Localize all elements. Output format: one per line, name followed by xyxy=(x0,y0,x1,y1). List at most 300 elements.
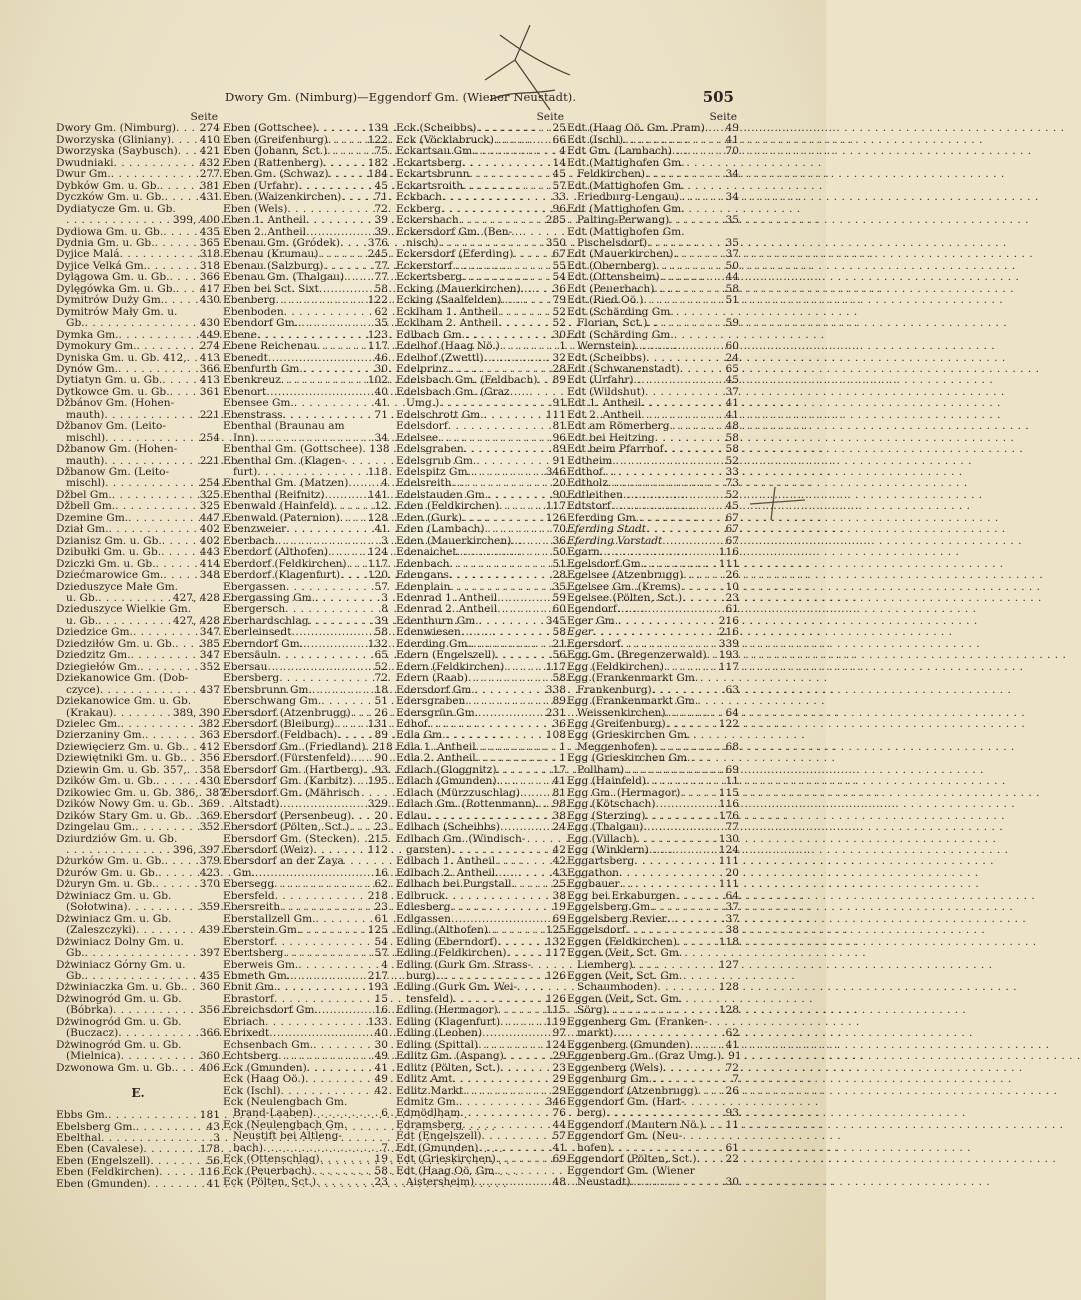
entry-name: Eberdorf (Feldkirchen) xyxy=(223,557,347,570)
entry-name: Edlbach 2. Antheil xyxy=(396,866,496,879)
entry-name: Dziedziłów Gm. u. Gb. xyxy=(56,637,176,650)
entry-name: Edern (Raab) xyxy=(396,672,468,685)
entry-name: Edt 2. Antheil xyxy=(567,408,642,421)
entry-name: Edelsreith xyxy=(396,477,452,490)
entry-page: 360 xyxy=(199,981,220,994)
entry-name: Ebersberg xyxy=(223,672,280,685)
entry-name: Edtholz xyxy=(567,477,608,490)
entry-page: 365 xyxy=(199,236,220,249)
entry-name: Dytiatyn Gm. u. Gb. xyxy=(56,374,163,387)
entry-name: Edengans xyxy=(396,569,449,582)
index-entry xyxy=(223,169,388,180)
entry-page: 122 xyxy=(718,718,739,730)
entry-page: 126 xyxy=(545,511,566,524)
entry-page: 25 xyxy=(552,122,566,135)
entry-name: Weissenkirchen) xyxy=(577,706,666,719)
entry-name: Dżwiniacz Dolny Gm. u. xyxy=(56,935,184,948)
entry-name: Feldkirchen) xyxy=(577,168,646,181)
entry-name: Egelsee (Pölten, Sct.) xyxy=(567,592,683,605)
index-entry xyxy=(223,341,388,352)
entry-page: 63 xyxy=(725,683,739,696)
entry-name: Dziewin Gm. u. Gb. 357, xyxy=(56,763,187,776)
entry-name: Edlbach Gm. (Windisch- xyxy=(396,832,526,845)
index-entry xyxy=(567,948,739,959)
entry-name: Eben (Wels) xyxy=(223,202,288,215)
entry-name: Dżuryn Gm. u. Gb. xyxy=(56,878,156,891)
entry-name: Ebenort xyxy=(223,385,267,398)
entry-page: 124 xyxy=(367,546,388,559)
entry-page: 41 xyxy=(552,1141,566,1154)
entry-page: 65 xyxy=(374,649,388,662)
entry-name: Ebmeth Gm. xyxy=(223,969,291,982)
entry-name: Dzików Gm. u. Gb. xyxy=(56,775,157,788)
entry-name: Eck (Neulengbach Gm. xyxy=(223,1118,348,1131)
entry-page: 29 xyxy=(552,1073,566,1086)
entry-page: 60 xyxy=(725,340,739,353)
entry-name: Džbanow Gm. (Leito- xyxy=(56,466,170,479)
entry-page: 118 xyxy=(718,935,739,948)
entry-page: 124 xyxy=(545,1038,566,1051)
entry-name: Edt (Schwanenstadt) xyxy=(567,362,680,375)
leader-dots xyxy=(340,570,367,581)
entry-name: Eck (Pölten, Sct.) xyxy=(223,1176,317,1189)
entry-name: Eggen (Veit, Sct. Gm. xyxy=(567,969,683,982)
entry-name: Ebenedt xyxy=(223,351,268,364)
entry-name: (Sołotwina) xyxy=(66,901,128,914)
entry-page: 96 xyxy=(552,202,566,215)
entry-name: Eck (Haag Oö.) xyxy=(223,1073,305,1086)
entry-name: Dżurów Gm. u. Gb. xyxy=(56,866,159,879)
entry-name: Ebenboden xyxy=(223,305,284,318)
entry-name: Edenrad 2. Antheil xyxy=(396,603,498,616)
entry-name: Eckersdorf (Eferding) xyxy=(396,248,514,261)
entry-name: nisch) xyxy=(406,236,439,249)
index-entry xyxy=(223,570,388,581)
entry-page: 396, 397 xyxy=(172,843,220,856)
entry-name: Edelsdorf xyxy=(396,420,448,433)
entry-name: Dziekanowice Gm. (Dob- xyxy=(56,672,189,685)
entry-name: Edelstauden Gm. xyxy=(396,488,489,501)
entry-name: Egersdorf xyxy=(567,637,621,650)
entry-page: 217 xyxy=(367,969,388,982)
leader-dots xyxy=(316,1177,373,1188)
entry-page: 385 xyxy=(199,637,220,650)
entry-page: 62 xyxy=(374,305,388,318)
leader-dots xyxy=(646,776,724,787)
entry-name: u. Gb. xyxy=(66,614,99,627)
entry-name: Eberbach xyxy=(223,534,275,547)
leader-dots xyxy=(677,937,718,948)
entry-page: 338 xyxy=(545,683,566,696)
entry-name: Eggendorf Gm. (Hart- xyxy=(567,1095,685,1108)
entry-page: 356 xyxy=(199,752,220,765)
entry-page: 59 xyxy=(725,317,739,330)
entry-page: 347 xyxy=(199,649,220,662)
entry-page: 49 xyxy=(725,122,739,135)
entry-name: Ebrixedt xyxy=(223,1027,270,1040)
entry-name: bach) xyxy=(233,1141,263,1154)
entry-name: Friedburg-Lengau) xyxy=(577,191,680,204)
entry-page: 23 xyxy=(552,1061,566,1074)
entry-page: 363 xyxy=(199,729,220,742)
entry-name: Ebersdorf Gm. (Friedland) xyxy=(223,740,366,753)
entry-name: Altstadt) xyxy=(233,798,280,811)
entry-name: Dzieduszyce Małe Gm. xyxy=(56,580,179,593)
entry-name: Dymokury Gm. xyxy=(56,340,137,353)
entry-page: 71 xyxy=(374,191,388,204)
entry-name: Ebersdorf Gm. (Mährisch xyxy=(223,786,360,799)
entry-name: Edt (Obernberg) xyxy=(567,259,656,272)
entry-page: 36 xyxy=(552,718,566,730)
entry-page: 35 xyxy=(552,580,566,593)
entry-name: Edt (Ottensheim) xyxy=(567,271,660,284)
entry-page: 427, 428 xyxy=(172,592,220,605)
entry-name: Eggathon xyxy=(567,866,619,879)
entry-page: 447 xyxy=(199,511,220,524)
entry-page: 216 xyxy=(718,614,739,627)
entry-page: 195 xyxy=(367,775,388,788)
entry-name: Dział Gm. xyxy=(56,523,109,536)
index-entry xyxy=(223,421,388,432)
entry-name: Eckertsberg xyxy=(396,271,463,284)
entry-name: Edt bei Heitzing xyxy=(567,431,655,444)
leader-dots xyxy=(537,375,551,386)
entry-name: Edlach (Gmunden) xyxy=(396,775,497,788)
entry-page: 42 xyxy=(374,1084,388,1097)
entry-page: 352 xyxy=(199,821,220,834)
entry-name: Ebergersch xyxy=(223,603,286,616)
entry-name: Egg (Kötschach) xyxy=(567,798,656,811)
entry-page: 64 xyxy=(725,706,739,719)
entry-name: Edt (Mauerkirchen) xyxy=(567,248,674,261)
index-entry xyxy=(223,295,388,306)
section-heading: E. xyxy=(131,1086,145,1101)
entry-page: 133 xyxy=(367,1015,388,1028)
entry-page: 435 xyxy=(199,225,220,238)
entry-page: 389, 390 xyxy=(172,706,220,719)
entry-name: Edt (Ischl) xyxy=(567,133,624,146)
entry-name: Ebenkreuz xyxy=(223,374,281,387)
entry-page: 20 xyxy=(374,809,388,822)
index-entry xyxy=(567,1074,739,1085)
entry-page: 49 xyxy=(374,1050,388,1063)
entry-name: Ebenthal Gm. (Gottschee) xyxy=(223,443,363,456)
entry-name: Ebersdorf Gm. (Hartberg) xyxy=(223,763,364,776)
entry-name: u. Gb. xyxy=(66,592,99,605)
entry-name: Dzemine Gm. xyxy=(56,511,129,524)
entry-page: 23 xyxy=(374,821,388,834)
entry-name: Edelprinz xyxy=(396,362,448,375)
entry-name: Edenbach xyxy=(396,557,450,570)
leader-dots xyxy=(664,444,725,455)
entry-page: 24 xyxy=(725,351,739,364)
entry-page: 117 xyxy=(367,340,388,353)
entry-page: 410 xyxy=(199,133,220,146)
index-entry xyxy=(567,570,739,581)
entry-name: Eberschwang Gm. xyxy=(223,695,322,708)
entry-page: 41 xyxy=(206,1177,220,1190)
entry-page: 421 xyxy=(199,145,220,158)
index-entry xyxy=(567,215,739,226)
entry-page: 125 xyxy=(367,924,388,937)
entry-page: 358 xyxy=(199,763,220,776)
entry-page: 3 xyxy=(381,534,388,547)
entry-page: 89 xyxy=(552,443,566,456)
entry-name: Edlach Gm. (Rottenmann) xyxy=(396,798,536,811)
entry-page: 406 xyxy=(199,1061,220,1074)
entry-page: 89 xyxy=(552,374,566,387)
entry-name: Eckartsberg xyxy=(396,156,463,169)
entry-page: 90 xyxy=(552,488,566,501)
entry-name: Edt (Urfahr) xyxy=(567,374,634,387)
entry-name: Dyjice Malá xyxy=(56,248,120,261)
entry-name: Ebersdorf (Feldbach) xyxy=(223,729,338,742)
entry-page: 23 xyxy=(374,1176,388,1189)
entry-name: Edlitz Amt xyxy=(396,1073,453,1086)
entry-page: 427, 428 xyxy=(172,614,220,627)
entry-name: Egg (Feldkirchen) xyxy=(567,660,664,673)
entry-name: Eggendorf (Atzenbrugg) xyxy=(567,1084,698,1097)
entry-name: Edling (Spittal) xyxy=(396,1038,479,1051)
entry-page: 96 xyxy=(552,431,566,444)
index-entry xyxy=(56,696,220,707)
entry-name: (Mielnica) xyxy=(66,1050,121,1063)
index-column-1 xyxy=(56,111,226,1190)
entry-page: 132 xyxy=(545,935,566,948)
entry-name: Džbánov Gm. (Hohen- xyxy=(56,397,175,410)
entry-name: mischl) xyxy=(66,431,106,444)
entry-page: 42 xyxy=(552,855,566,868)
index-entry xyxy=(223,318,388,329)
entry-name: Ebenau Gm. (Gródek) xyxy=(223,236,340,249)
entry-page: 58 xyxy=(725,282,739,295)
entry-name: Ebersäuln xyxy=(223,649,278,662)
index-entry xyxy=(56,902,220,913)
entry-name: Ebenthal (Braunau am xyxy=(223,420,345,433)
entry-name: Eben (Gmunden) xyxy=(56,1177,148,1190)
entry-name: Eberstorf xyxy=(223,935,274,948)
entry-page: 138 xyxy=(369,443,390,456)
entry-name: Edlitz Gm. (Aspang) xyxy=(396,1050,504,1063)
entry-page: 67 xyxy=(725,534,739,547)
index-entry xyxy=(56,192,220,203)
index-entry xyxy=(56,799,220,810)
entry-name: Dziećmarowice Gm. xyxy=(56,569,164,582)
entry-name: Edelschrott Gm. xyxy=(396,408,484,421)
entry-page: 119 xyxy=(545,1015,566,1028)
entry-name: Egg (Thalgau) xyxy=(567,821,644,834)
entry-page: 55 xyxy=(552,259,566,272)
entry-name: Edmödlham xyxy=(396,1107,461,1120)
entry-name: Eckberg xyxy=(396,202,441,215)
entry-page: 42 xyxy=(552,843,566,856)
entry-name: berg) xyxy=(577,1107,607,1120)
entry-name: Edenplain xyxy=(396,580,451,593)
entry-name: Ebbs Gm. xyxy=(56,1109,108,1122)
leader-dots xyxy=(459,215,545,226)
leader-dots xyxy=(276,295,367,306)
entry-page: 116 xyxy=(199,1166,220,1179)
index-entry xyxy=(396,192,566,203)
entry-page: 72 xyxy=(374,202,388,215)
entry-page: 70 xyxy=(725,145,739,158)
entry-name: Echsenbach Gm. xyxy=(223,1038,314,1051)
index-column-4 xyxy=(567,111,742,1189)
entry-name: Egelsee Gm. (Krems) xyxy=(567,580,681,593)
index-entry xyxy=(567,1050,742,1063)
entry-page: 41 xyxy=(725,397,739,410)
entry-name: Eberstallzell Gm. xyxy=(223,912,316,925)
seite-label: Seite xyxy=(536,111,564,123)
entry-page: 61 xyxy=(374,912,388,925)
entry-page: 370 xyxy=(199,878,220,891)
entry-name: Eben 2. Antheil xyxy=(223,225,307,238)
entry-name: Ebenau (Salzburg) xyxy=(223,259,324,272)
entry-name: Ebersdorf (Pölten, Sct.) xyxy=(223,821,350,834)
entry-page: 61 xyxy=(725,1141,739,1154)
entry-page: 41 xyxy=(725,408,739,421)
leader-dots xyxy=(341,192,373,203)
entry-page: 245 xyxy=(367,248,388,261)
entry-name: Eggen (Veit, Sct. Gm. xyxy=(567,947,683,960)
entry-name: Dymitrów Duży Gm. xyxy=(56,294,165,307)
index-entry xyxy=(223,799,388,810)
entry-name: Edersgraben xyxy=(396,695,466,708)
entry-page: 48 xyxy=(725,420,739,433)
index-entry xyxy=(567,547,739,558)
index-entry xyxy=(223,1028,388,1039)
entry-page: 126 xyxy=(545,992,566,1005)
entry-page: 435 xyxy=(199,969,220,982)
entry-name: Eggen (Veit, Sct. Gm. xyxy=(567,992,683,1005)
entry-page: 285 xyxy=(545,214,566,227)
index-entry xyxy=(223,1177,388,1188)
entry-page: 11 xyxy=(725,775,739,788)
entry-page: 69 xyxy=(552,1153,566,1166)
entry-name: Edt (Gmunden) xyxy=(396,1141,479,1154)
entry-name: Eben 1. Antheil xyxy=(223,214,307,227)
entry-page: 181 xyxy=(199,1109,220,1122)
entry-name: Edt (Haag Oö. Gm. xyxy=(396,1164,498,1177)
entry-name: Dymka Gm. xyxy=(56,328,119,341)
entry-page: 3 xyxy=(213,1131,220,1144)
entry-page: 325 xyxy=(199,488,220,501)
entry-name: Eckersdorf Gm. (Ben- xyxy=(396,225,513,238)
entry-name: Eben (Cavalese) xyxy=(56,1143,144,1156)
handwritten-scribble-icon xyxy=(460,20,590,120)
leader-dots xyxy=(645,169,724,180)
entry-name: Edlach (Gloggnitz) xyxy=(396,763,497,776)
entry-name: Eck (Ottenschlag) xyxy=(223,1153,320,1166)
entry-page: 218 xyxy=(367,889,388,902)
entry-name: Eckartsau Gm. xyxy=(396,145,476,158)
entry-page: 26 xyxy=(725,569,739,582)
entry-name: Ebersdorf Gm. (Stecken) xyxy=(223,832,357,845)
entry-name: Dylągowa Gm. u. Gb. xyxy=(56,271,170,284)
entry-name: Eggendorf Gm. (Wiener xyxy=(567,1164,695,1177)
entry-name: Edelsbach Gm. (Graz xyxy=(396,385,510,398)
entry-name: Dzieduszyce Wielkie Gm. xyxy=(56,603,191,616)
entry-name: Dylęgówka Gm. u. Gb. xyxy=(56,282,176,295)
leader-dots xyxy=(321,696,373,707)
leader-dots xyxy=(190,799,199,810)
entry-page: 58 xyxy=(552,626,566,639)
entry-name: Edlach (Mürzzuschlag) xyxy=(396,786,521,799)
entry-name: Edersgrün Gm. xyxy=(396,706,479,719)
leader-dots xyxy=(278,1051,373,1062)
entry-page: 4 xyxy=(381,958,388,971)
entry-page: 25 xyxy=(552,878,566,891)
entry-name: Edling (Althofen) xyxy=(396,924,489,937)
entry-page: 4 xyxy=(381,477,388,490)
entry-page: 93 xyxy=(725,1107,739,1120)
entry-page: 34 xyxy=(374,431,388,444)
entry-page: 37 xyxy=(725,901,739,914)
entry-name: Dzierzaniny Gm. xyxy=(56,729,145,742)
entry-page: 81 xyxy=(552,420,566,433)
entry-page: 45 xyxy=(374,179,388,192)
entry-name: Brand-Laaben) xyxy=(233,1107,314,1120)
entry-name: Edt (Haag Oö. Gm. Pram) xyxy=(567,122,705,135)
index-entry xyxy=(56,1063,220,1074)
entry-name: Dydnia Gm. u. Gb. xyxy=(56,236,155,249)
entry-page: 69 xyxy=(725,763,739,776)
index-entry xyxy=(56,444,220,455)
index-entry xyxy=(56,776,220,787)
entry-name: Edt (Grieskirchen) xyxy=(396,1153,496,1166)
entry-name: Ecking (Saalfelden) xyxy=(396,294,502,307)
entry-page: 366 xyxy=(199,362,220,375)
entry-page: 17 xyxy=(552,763,566,776)
entry-name: Egg (Greifenburg) xyxy=(567,718,666,730)
entry-name: Gb. xyxy=(66,969,85,982)
entry-page: 132 xyxy=(367,637,388,650)
entry-page: 20 xyxy=(552,477,566,490)
entry-name: Edmitz Gm. xyxy=(396,1095,460,1108)
entry-page: 397 xyxy=(199,947,220,960)
entry-page: 413 xyxy=(199,351,220,364)
index-entry xyxy=(567,776,739,787)
index-entry xyxy=(567,192,739,203)
entry-page: 274 xyxy=(199,340,220,353)
index-entry xyxy=(223,547,388,558)
entry-name: mauth) xyxy=(66,408,105,421)
index-entry xyxy=(396,215,566,226)
leader-dots xyxy=(353,776,367,787)
entry-page: 111 xyxy=(545,408,566,421)
entry-page: 126 xyxy=(545,969,566,982)
entry-name: Eck (Neulengbach Gm. xyxy=(223,1095,348,1108)
leader-dots xyxy=(647,318,724,329)
entry-page: 130 xyxy=(718,832,739,845)
entry-name: Ebertsberg xyxy=(223,947,284,960)
entry-name: Dziekanowice Gm. u. Gb. xyxy=(56,695,192,708)
entry-name: Eden (Feldkirchen) xyxy=(396,500,500,513)
entry-name: Ebriach xyxy=(223,1015,266,1028)
leader-dots xyxy=(328,547,367,558)
entry-page: 23 xyxy=(374,901,388,914)
entry-name: Ebersau xyxy=(223,660,268,673)
entry-page: 382 xyxy=(199,718,220,730)
entry-page: 32 xyxy=(552,351,566,364)
entry-page: 432 xyxy=(199,156,220,169)
index-entry xyxy=(56,341,220,352)
leader-dots xyxy=(670,421,725,432)
index-entry xyxy=(567,318,739,329)
leader-dots xyxy=(280,902,373,913)
entry-name: Eferding Gm. xyxy=(567,511,640,524)
entry-name: Pischelsdorf) xyxy=(577,236,648,249)
